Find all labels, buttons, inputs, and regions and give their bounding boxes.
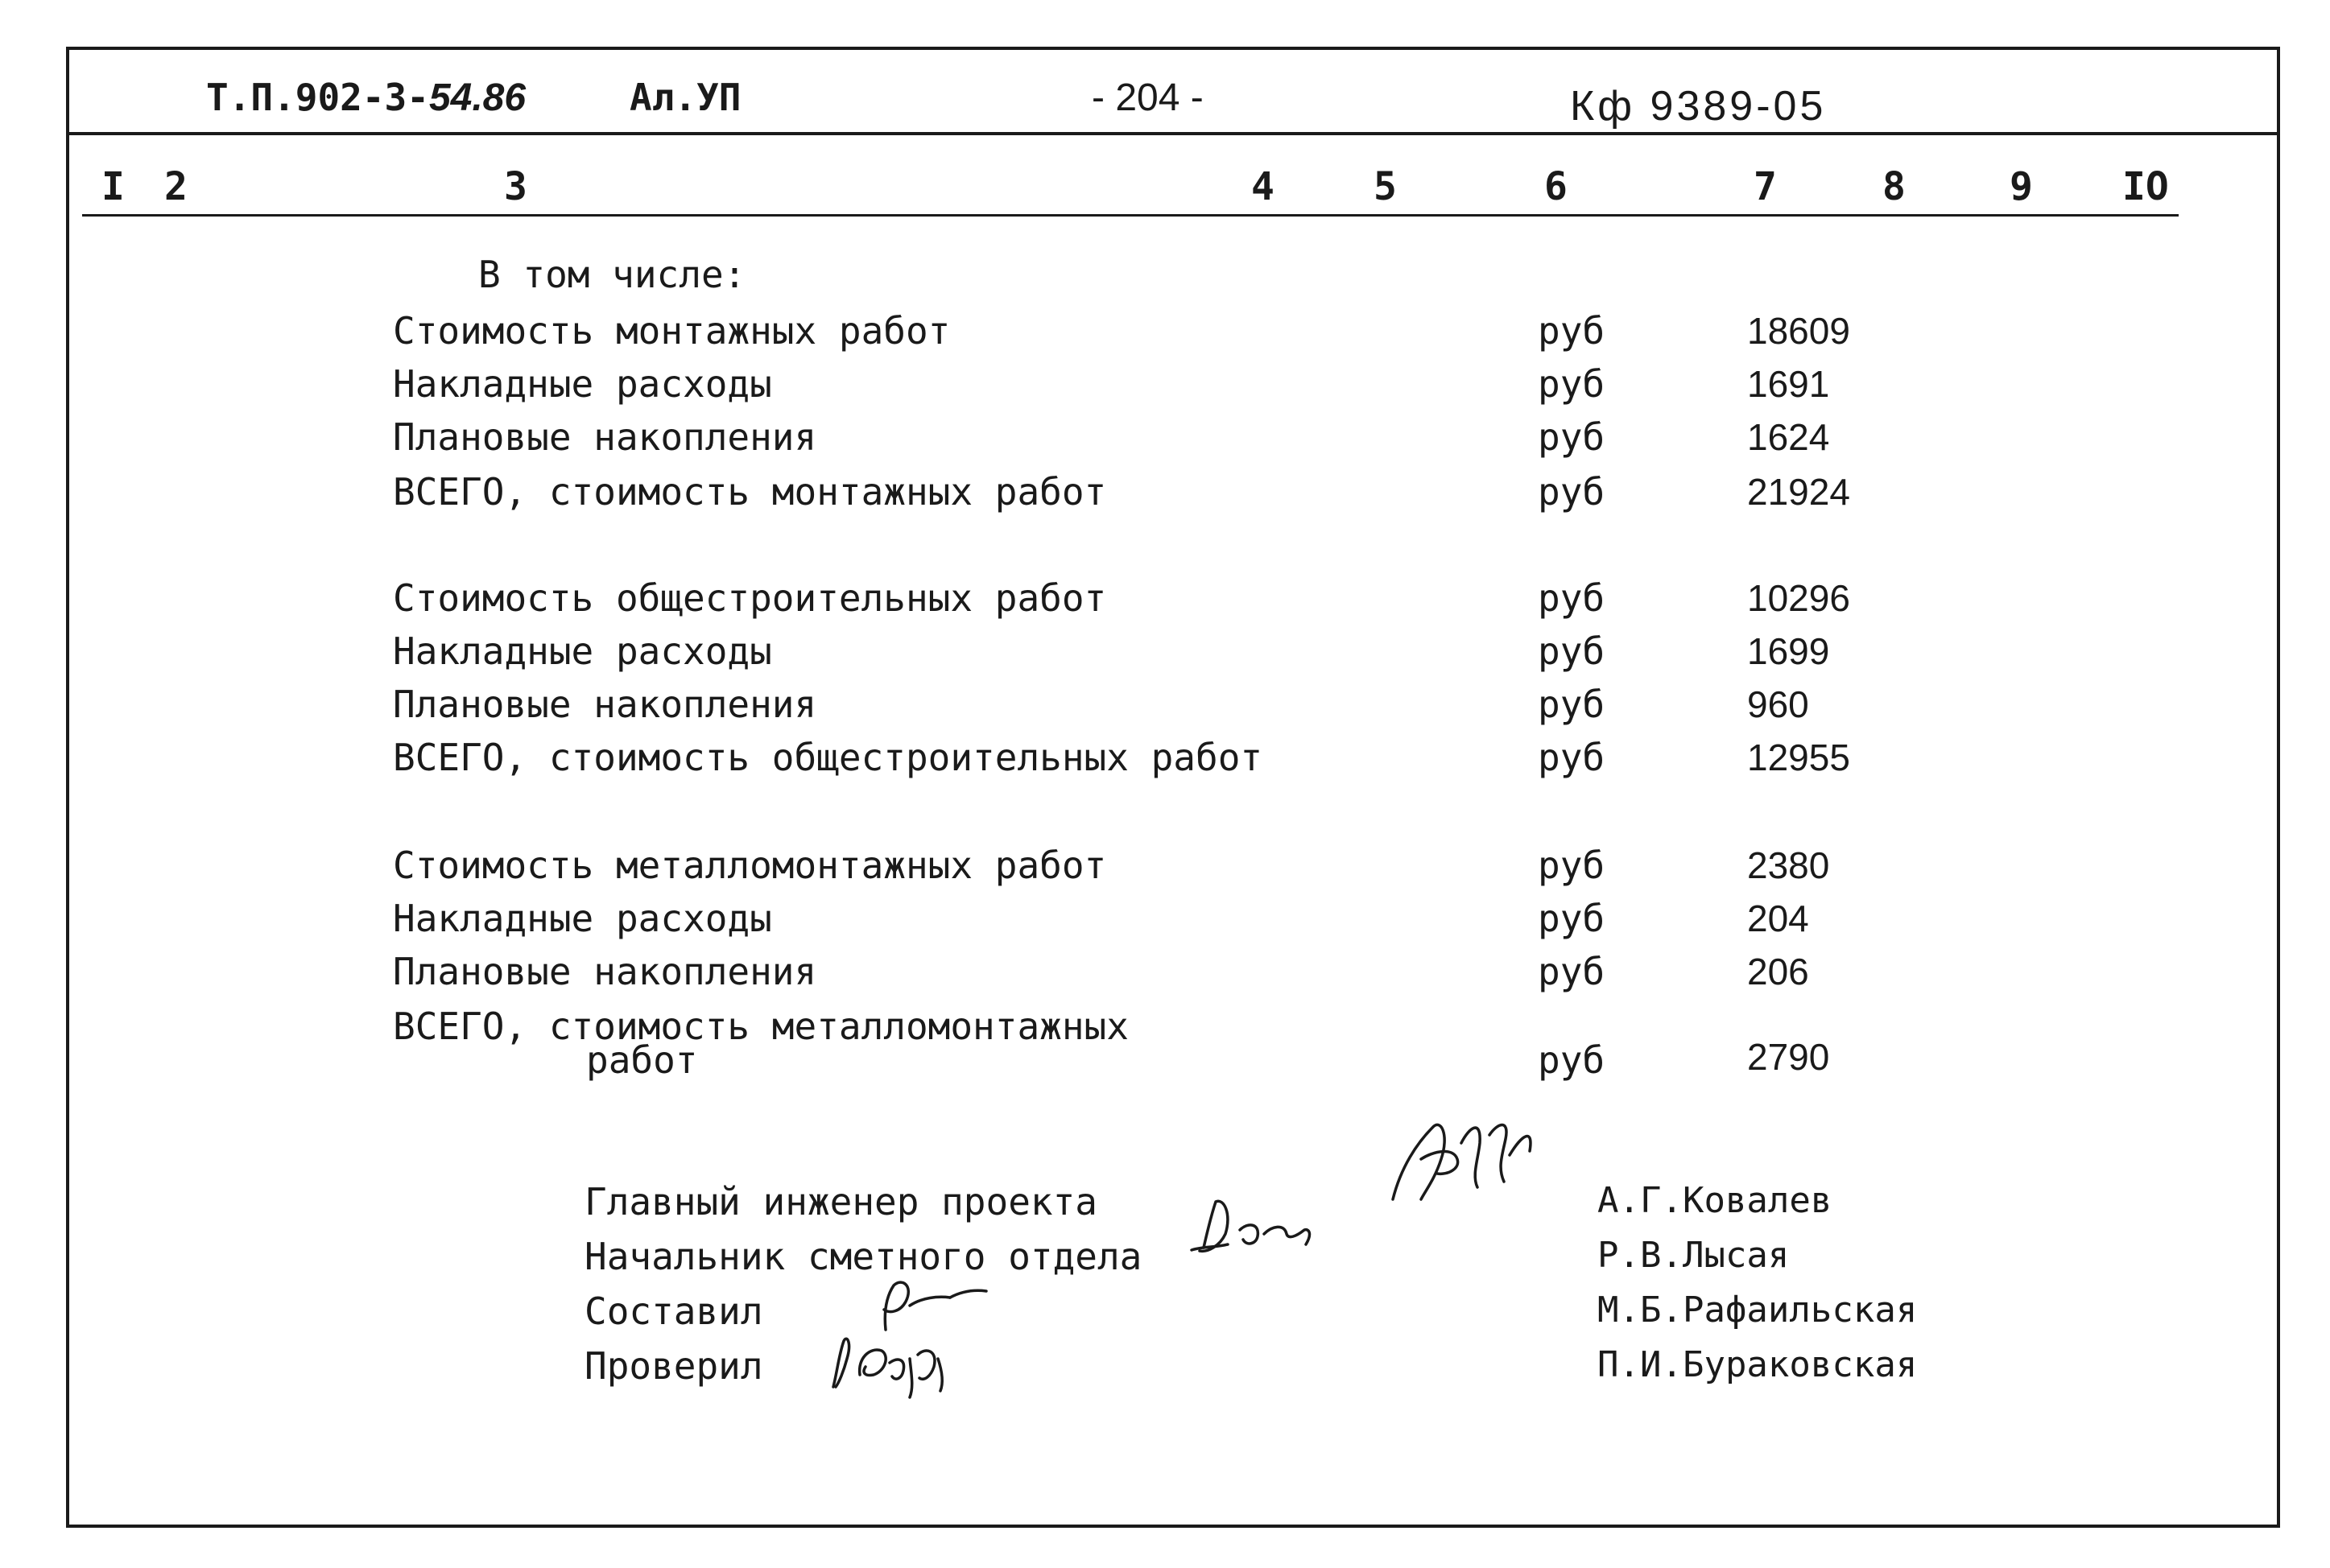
cost-label: Накладные расходы xyxy=(393,629,772,673)
doc-code xyxy=(206,76,527,119)
page-number: - 204 - xyxy=(1092,76,1204,119)
signatory-name: Р.В.Лысая xyxy=(1597,1235,1790,1276)
signatory-name: П.И.Бураковская xyxy=(1597,1344,1918,1385)
cost-value: 21924 xyxy=(1747,471,1850,513)
cost-label: ВСЕГО, стоимость монтажных работ xyxy=(393,470,1107,514)
column-header-rule xyxy=(82,214,2179,217)
signatory-name: М.Б.Рафаильская xyxy=(1597,1289,1918,1331)
page-frame xyxy=(66,47,2280,1528)
signature-title: Проверил xyxy=(585,1344,763,1388)
cost-value: 10296 xyxy=(1747,577,1850,619)
archive-stamp: Кф 9389-05 xyxy=(1570,83,1827,130)
column-number: 4 xyxy=(1251,164,1274,209)
cost-unit: руб xyxy=(1538,950,1605,993)
cost-label: Плановые накопления xyxy=(393,950,817,993)
total-row xyxy=(0,470,2330,518)
column-number: IO xyxy=(2122,164,2169,209)
cost-unit: руб xyxy=(1538,470,1605,514)
cost-label: Стоимость монтажных работ xyxy=(393,309,951,353)
column-number: 9 xyxy=(2010,164,2033,209)
section-intro: В том числе: xyxy=(478,253,746,296)
cost-value: 1691 xyxy=(1747,363,1830,405)
column-number: 7 xyxy=(1754,164,1777,209)
cost-label: Накладные расходы xyxy=(393,362,772,406)
cost-row xyxy=(0,950,2330,998)
cost-unit: руб xyxy=(1538,415,1605,459)
signature-title: Начальник сметного отдела xyxy=(585,1235,1142,1278)
cost-value: 18609 xyxy=(1747,310,1850,352)
column-number: 6 xyxy=(1544,164,1568,209)
column-number: 5 xyxy=(1374,164,1397,209)
signature-checker xyxy=(821,1327,982,1399)
cost-row xyxy=(0,415,2330,464)
cost-value: 2380 xyxy=(1747,844,1830,886)
cost-label-continuation: работ xyxy=(586,1038,698,1082)
cost-unit: руб xyxy=(1538,576,1605,620)
cost-unit: руб xyxy=(1538,683,1605,726)
cost-value: 1624 xyxy=(1747,416,1830,458)
cost-unit: руб xyxy=(1538,362,1605,406)
signature-chief-engineer xyxy=(1377,1111,1546,1215)
signature-title: Составил xyxy=(585,1289,763,1333)
cost-unit: руб xyxy=(1538,309,1605,353)
doc-code-handwritten: 54.86 xyxy=(428,76,527,119)
cost-row xyxy=(0,309,2330,357)
cost-unit: руб xyxy=(1538,844,1605,887)
cost-label: Стоимость общестроительных работ xyxy=(393,576,1107,620)
album-label: Ал.УП xyxy=(630,76,742,119)
total-row xyxy=(0,736,2330,784)
cost-label: ВСЕГО, стоимость общестроительных работ xyxy=(393,736,1263,779)
cost-unit: руб xyxy=(1538,629,1605,673)
cost-value: 960 xyxy=(1747,683,1809,725)
cost-unit: руб xyxy=(1538,736,1605,779)
cost-value: 1699 xyxy=(1747,630,1830,672)
header-rule xyxy=(69,132,2280,135)
cost-label: Плановые накопления xyxy=(393,683,817,726)
column-number: 3 xyxy=(504,164,527,209)
cost-unit: руб xyxy=(1538,897,1605,940)
cost-value: 206 xyxy=(1747,951,1809,992)
column-number: I xyxy=(101,164,125,209)
cost-unit: руб xyxy=(1538,1038,1605,1082)
cost-row xyxy=(0,576,2330,625)
cost-value: 204 xyxy=(1747,897,1809,939)
signature-title: Главный инженер проекта xyxy=(585,1180,1097,1223)
column-number: 2 xyxy=(164,164,188,209)
cost-label: Накладные расходы xyxy=(393,897,772,940)
cost-value: 2790 xyxy=(1747,1036,1830,1078)
doc-code-printed: Т.П.902-3- xyxy=(206,76,429,119)
signatory-name: А.Г.Ковалев xyxy=(1597,1180,1832,1221)
cost-row xyxy=(0,897,2330,945)
cost-label: ВСЕГО, стоимость металломонтажных xyxy=(393,1005,1129,1048)
cost-row xyxy=(0,629,2330,678)
cost-row xyxy=(0,844,2330,892)
column-number: 8 xyxy=(1882,164,1906,209)
cost-label: Плановые накопления xyxy=(393,415,817,459)
total-row xyxy=(0,1005,2330,1082)
signature-estimates-head xyxy=(1184,1190,1320,1270)
cost-row xyxy=(0,362,2330,411)
cost-label: Стоимость металломонтажных работ xyxy=(393,844,1107,887)
cost-row xyxy=(0,683,2330,731)
cost-value: 12955 xyxy=(1747,737,1850,778)
